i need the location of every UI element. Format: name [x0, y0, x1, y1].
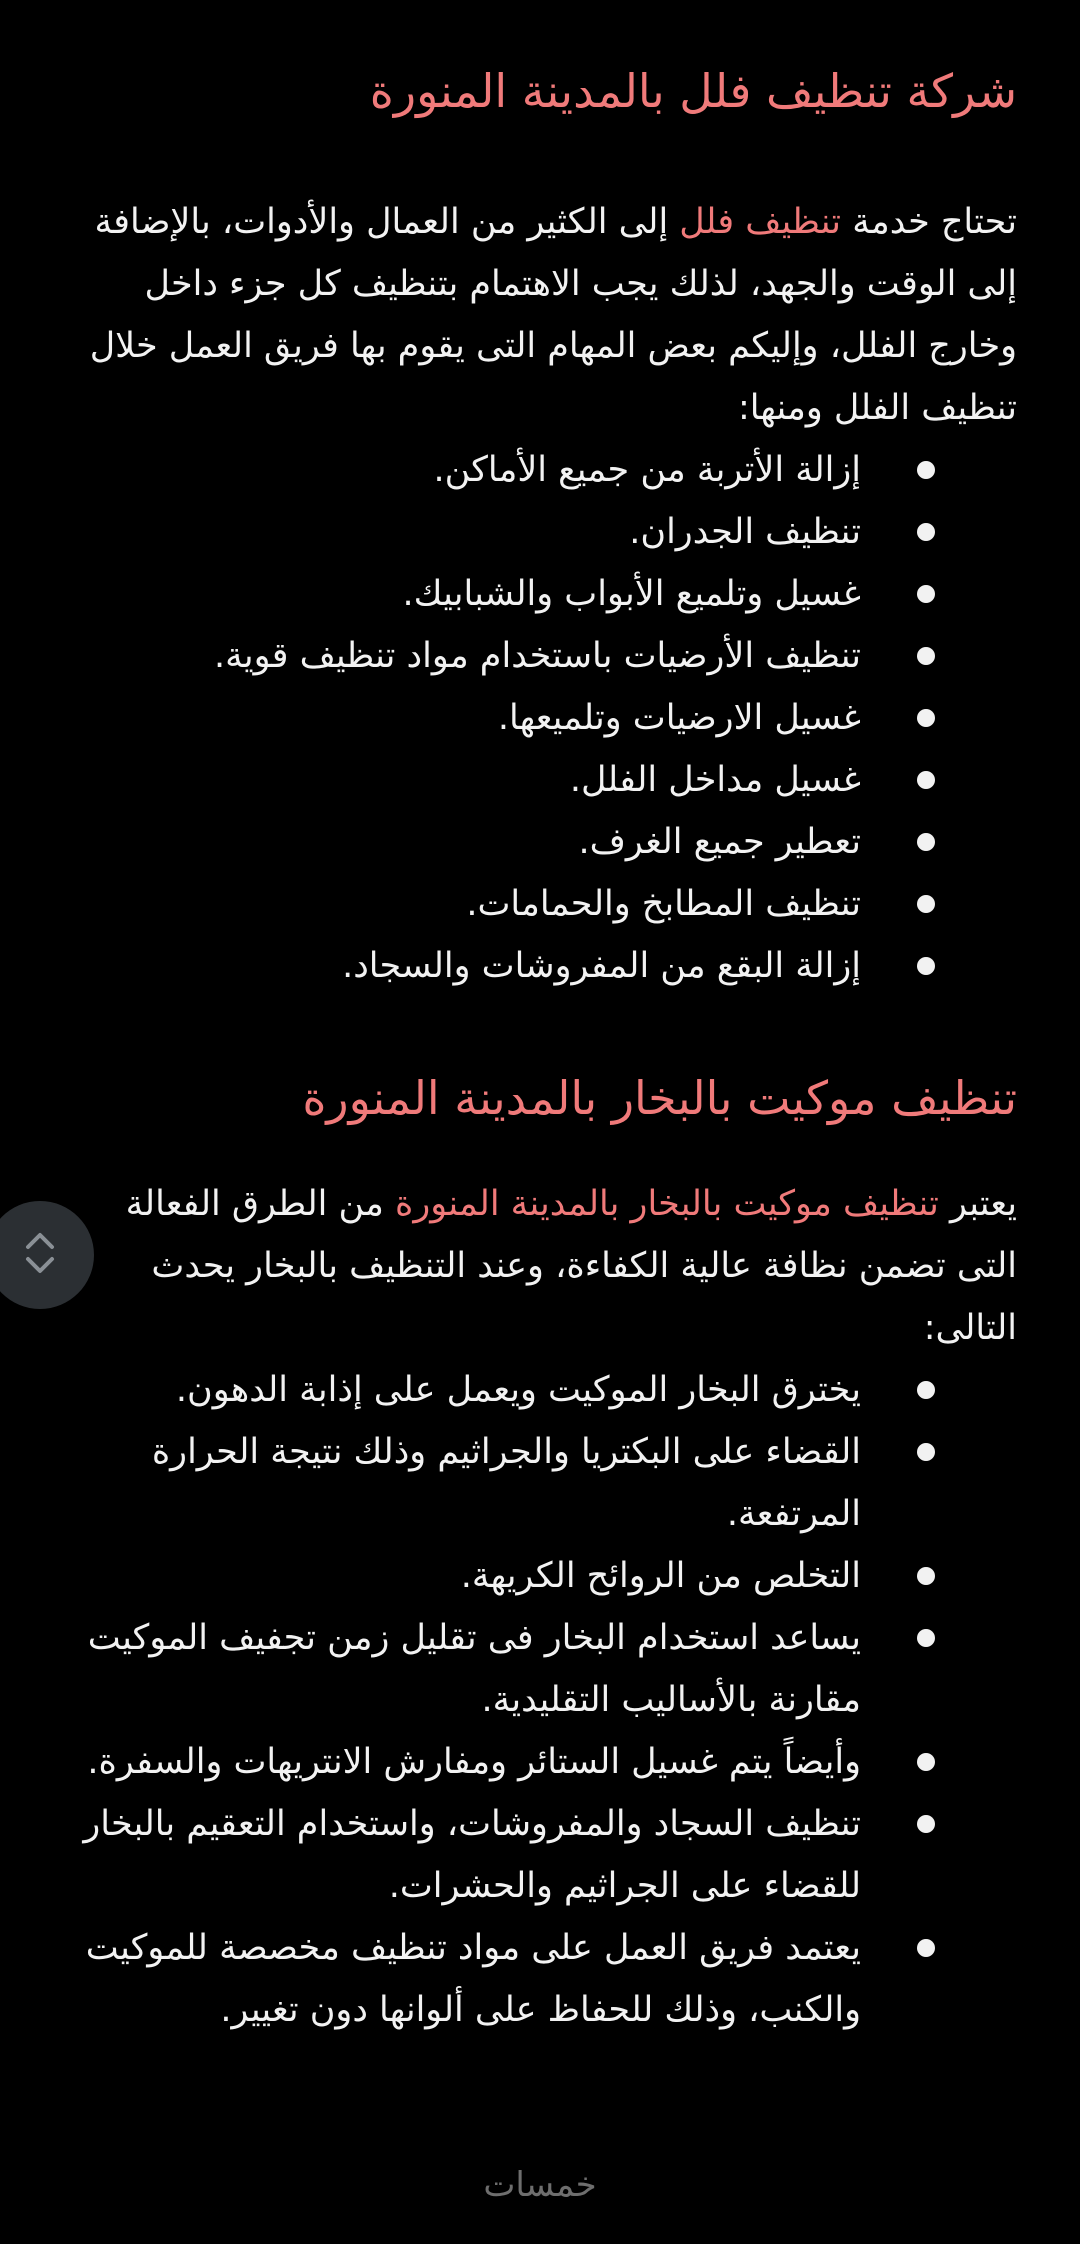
bullet-dot-icon — [917, 709, 935, 727]
bullet-dot-icon — [917, 1381, 935, 1399]
bullet-dot-icon — [917, 1753, 935, 1771]
list-item: يعتمد فريق العمل على مواد تنظيف مخصصة للموكيت والكنب، وذلك للحفاظ على ألوانها دون تغيير. — [68, 1917, 1017, 2041]
section-intro-villa-cleaning — [68, 191, 1017, 439]
steam-cleaning-benefit-list — [68, 1359, 1017, 2041]
bullet-dot-icon — [917, 1815, 935, 1833]
section-title-steam-carpet: تنظيف موكيت بالبخار بالمدينة المنورة — [302, 1071, 1017, 1125]
bullet-dot-icon — [917, 1629, 935, 1647]
bullet-dot-icon — [917, 1567, 935, 1585]
brand-logo: خمسات — [483, 2165, 597, 2205]
section-intro-steam-carpet — [68, 1173, 1017, 1359]
bullet-dot-icon — [917, 895, 935, 913]
bullet-dot-icon — [917, 1443, 935, 1461]
bullet-dot-icon — [917, 771, 935, 789]
list-item: تنظيف الجدران. — [68, 501, 1017, 563]
chevron-up-down-icon — [22, 1223, 58, 1287]
bullet-dot-icon — [917, 1939, 935, 1957]
section-title-villa-cleaning: شركة تنظيف فلل بالمدينة المنورة — [369, 64, 1017, 118]
list-item: غسيل مداخل الفلل. — [68, 749, 1017, 811]
list-item: إزالة البقع من المفروشات والسجاد. — [68, 935, 1017, 997]
list-item: يخترق البخار الموكيت ويعمل على إذابة الدهون. — [68, 1359, 1017, 1421]
intro-text-before: تحتاج خدمة — [841, 202, 1017, 242]
bullet-dot-icon — [917, 523, 935, 541]
bullet-dot-icon — [917, 585, 935, 603]
list-item: يساعد استخدام البخار فى تقليل زمن تجفيف الموكيت مقارنة بالأساليب التقليدية. — [68, 1607, 1017, 1731]
list-item: غسيل وتلميع الأبواب والشبابيك. — [68, 563, 1017, 625]
intro-text-before: يعتبر — [938, 1184, 1017, 1224]
bullet-dot-icon — [917, 461, 935, 479]
intro-text-after: من الطرق الفعالة التى تضمن نظافة عالية الكفاءة، وعند التنظيف بالبخار يحدث التالى: — [125, 1184, 1017, 1348]
list-item: القضاء على البكتريا والجراثيم وذلك نتيجة الحرارة المرتفعة. — [68, 1421, 1017, 1545]
bullet-dot-icon — [917, 647, 935, 665]
list-item: تنظيف السجاد والمفروشات، واستخدام التعقيم بالبخار للقضاء على الجراثيم والحشرات. — [68, 1793, 1017, 1917]
list-item: إزالة الأتربة من جميع الأماكن. — [68, 439, 1017, 501]
list-item: غسيل الارضيات وتلميعها. — [68, 687, 1017, 749]
list-item: التخلص من الروائح الكريهة. — [68, 1545, 1017, 1607]
intro-link-villa-cleaning[interactable]: تنظيف فلل — [679, 202, 842, 242]
list-item: تنظيف المطابخ والحمامات. — [68, 873, 1017, 935]
bullet-dot-icon — [917, 957, 935, 975]
list-item: وأيضاً يتم غسيل الستائر ومفارش الانتريهات والسفرة. — [68, 1731, 1017, 1793]
intro-text-after: إلى الكثير من العمال والأدوات، بالإضافة إلى الوقت والجهد، لذلك يجب الاهتمام بتنظيف كل جزء داخل وخارج الفلل، وإليكم بعض المهام التى يقوم بها فريق العمل خلال تنظيف الفلل ومنها: — [89, 202, 1017, 428]
bullet-dot-icon — [917, 833, 935, 851]
intro-link-steam-carpet[interactable]: تنظيف موكيت بالبخار بالمدينة المنورة — [395, 1184, 939, 1224]
list-item: تنظيف الأرضيات باستخدام مواد تنظيف قوية. — [68, 625, 1017, 687]
list-item: تعطير جميع الغرف. — [68, 811, 1017, 873]
villa-cleaning-task-list — [68, 439, 1017, 997]
